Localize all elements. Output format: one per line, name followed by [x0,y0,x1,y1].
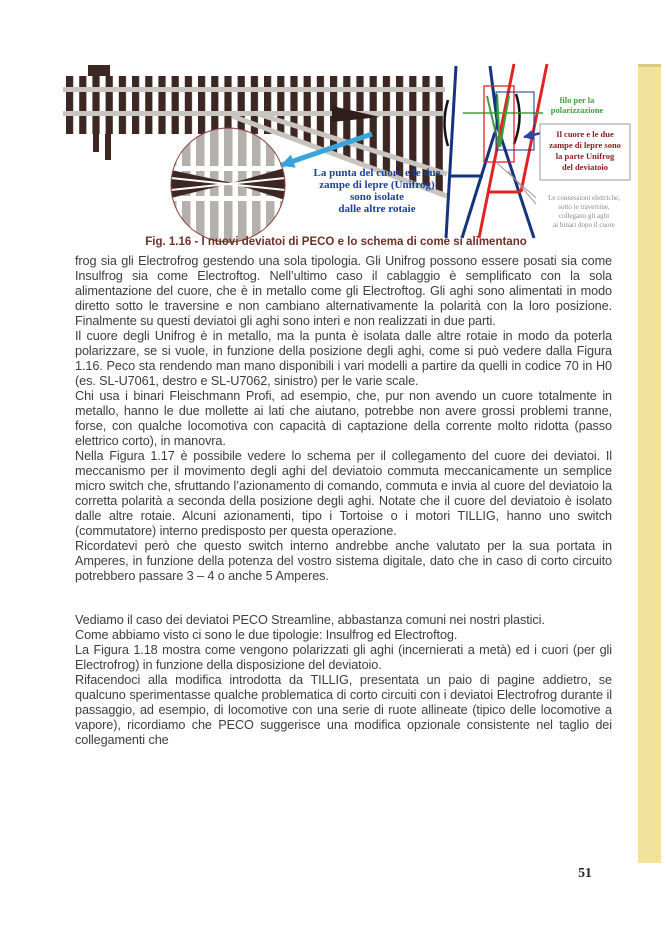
paragraph: La Figura 1.18 mostra come vengono polarizzati gli aghi (incernierati a metà) ed i cuori (per gli Electrofrog) in funzione della disposizione del deviatoio. [75,643,612,672]
inset-label-line: sono isolate [349,191,405,203]
paragraph: Come abbiamo visto ci sono le due tipologie: Insulfrog ed Electroftog. [75,628,458,642]
connections-label [548,194,620,229]
paragraph: Nella Figura 1.17 è possibile vedere lo schema per il collegamento del cuore dei deviatoi. Il meccanismo per il movimento degli aghi del deviatoio commuta meccanicamente un semplice micro switch che, sfruttando l’azionamento di comando, commuta e invia al cuore del deviatoio la corretta polarità a seconda della posizione degli aghi. Notate che il cuore del deviatoio è isolato dalle altre rotaie. Alcuni azionamenti, tipo i Tortoise o i motori TILLIG, hanno uno switch (commutatore) interno predisposto per questa operazione. [75,449,612,538]
paragraph: Rifacendoci alla modifica introdotta da TILLIG, presentata un paio di pagine addietro, se qualcuno sperimentasse qualche problematica di corto circuiti con i deviatoi Electrofrog durante il passaggio, ad esempio, di locomotive con una serie di ruote allineate (tipico delle locomotive a vapore), ricordiamo che PECO suggerisce una modifica opzionale consistente nel taglio dei collegamenti che [75,673,612,747]
frog-description-box [540,124,630,180]
wire-label-line: polarizzazione [550,105,604,115]
inset-label-line: dalle altre rotaie [338,203,416,215]
connections-label-line: ai binari dopo il cuore [553,221,615,229]
connections-label-line: collegano gli aghi [558,212,610,220]
wire-label-line: filo per la [559,95,595,105]
paragraph: Chi usa i binari Fleischmann Profi, ad esempio, che, pur non avendo un cuore totalmente in metallo, hanno le due mollette ai lati che aiutano, potrebbe non avere grossi problemi tranne, forse, con qualche locomotiva con capacità di captazione della corrente molto ridotta (passo elettrico corto), in manovra. [75,389,612,448]
figure-caption: Fig. 1.16 - I nuovi deviatoi di PECO e lo schema di come si alimentano [145,236,527,248]
body-text [75,254,612,748]
paragraph: frog sia gli Electrofrog gestendo una sola tipologia. Gli Unifrog possono essere posati sia come Insulfrog sia come Electroftog. Nell’ultimo caso il cablaggio è semplificato con la sola alimentazione del cuore, che è in metallo come gli Electroftog. Gli aghi sono alimentati in modo diretto sotto le traversine e non cambiano alternativamente la polarità con la loro posizione. Finalmente su questi deviatoi gli aghi sono interi e non realizzati in due parti. [75,254,612,328]
inset-label-line: La punta del cuore e le due [313,167,441,179]
figure-1-16-image [0,0,666,250]
connections-label-line: Le connessioni elettriche, [548,194,620,202]
paragraph: Vediamo il caso dei deviatoi PECO Streamline, abbastanza comuni nei nostri plastici. [75,613,545,627]
frog-box-line: Il cuore e le due [556,129,614,139]
paragraph: Ricordatevi però che questo switch interno andrebbe anche valutato per la sua portata in Amperes, in funzione della potenza del vostro sistema digitale, dato che in caso di corto circuito potrebbero passare 3 – 4 o anche 5 Amperes. [75,539,612,583]
frog-inset-magnifier [171,128,285,242]
wiring-schematic [445,64,631,238]
inset-label-line: zampe di lepre (Unifrog) [319,179,435,191]
inset-label [314,167,441,215]
frog-box-line: zampe di lepre sono [549,140,621,150]
page-number: 51 [578,865,592,880]
frog-box-line: la parte Unifrog [555,151,615,161]
wire-label [551,95,604,115]
paragraph: Il cuore degli Unifrog è in metallo, ma la punta è isolata dalle altre rotaie in modo da poterla polarizzare, se si vuole, in funzione della posizione degli aghi, come si può vedere dalla Figura 1.16. Peco sta rendendo man mano disponibili i vari modelli a partire da quelli in codice 70 in H0 (es. SL-U7061, destro e SL-U7062, sinistro) per le varie scale. [75,329,612,388]
connections-label-line: sotto le traversine, [558,203,610,211]
frog-box-line: del deviatoio [561,162,609,172]
